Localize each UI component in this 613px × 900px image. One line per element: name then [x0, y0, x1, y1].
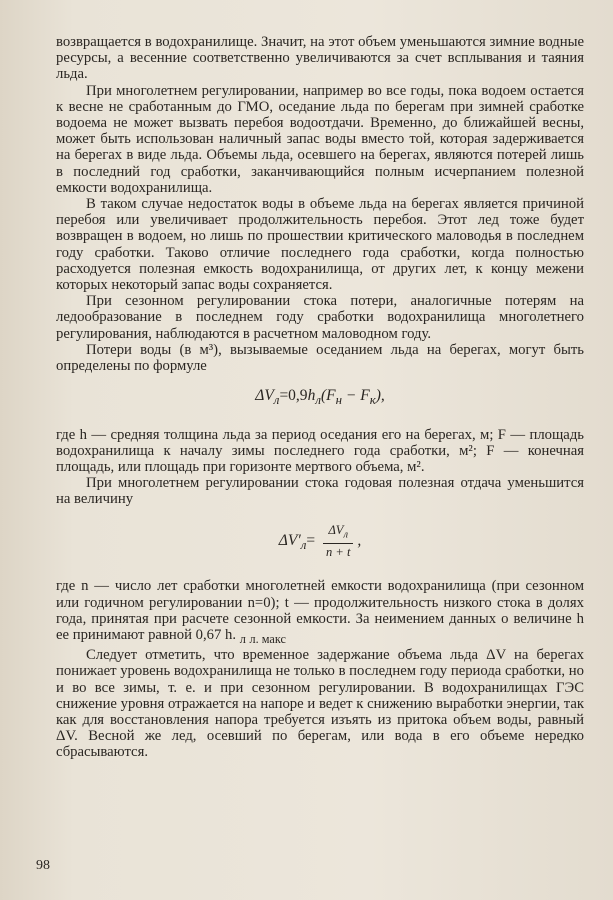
paragraph-2: При многолетнем регулировании, например во все годы, пока водоем остается к весне не сработанным до ГМО, оседание льда по берегам при зимней сработке водоема не может вызвать перебоя водоотдачи. Временно, до ближайшей весны, может быть использован наличный запас воды вместо той, которая задерживается на берегах в виде льда. Объемы льда, осевшего на берегах, являются потерей лишь в последний год сработки, заканчивающийся полным исчерпанием полезной емкости водохранилища.: [56, 82, 584, 196]
paragraph-3: В таком случае недостаток воды в объеме льда на берегах является причиной перебоя или увеличивает продолжительность перебоя. Этот лед тоже будет возвращен в водоем, но лишь по прошествии критического маловодья в последнем году сработки. Таково отличие последнего года сработки, когда полностью расходуется полезная емкость водохранилища, от других лет, к концу межени которых некоторый запас воды сохраняется.: [56, 196, 584, 294]
paragraph-6: При многолетнем регулировании стока годовая полезная отдача уменьшится на величину: [56, 475, 584, 508]
paragraph-7: Следует отметить, что временное задержание объема льда ΔV на берегах понижает уровень водохранилища не только в последнем году периода сработки, но и во все зимы, т. е. и при сезонном регулировании. В водохранилищах ГЭС снижение уровня отражается на напоре и ведет к снижению выработки энергии, так как для восстановления напора требуется изъять из притока объем воды, равный ΔV. Весной же лед, осевший по берегам, или вода в его объеме нередко сбрасываются.: [56, 647, 584, 761]
formula-annual-loss: $\Delta V'_л=$ $\frac{\Delta V_л}{n + t}$ ,: [278, 522, 362, 560]
paragraph-1: возвращается в водохранилище. Значит, на этот объем уменьшаются зимние водные ресурсы, а весенние соответственно увеличиваются за счет всплывания и таяния льда.: [56, 34, 584, 83]
fraction: $\frac{\Delta V_л}{n + t}$: [323, 522, 353, 561]
paragraph-4: При сезонном регулировании стока потери, аналогичные потерям на ледообразование в последнем году сработки водохранилища многолетнего регулирования, наблюдаются в расчетном маловодном году.: [56, 293, 584, 342]
paragraph-5: Потери воды (в м³), вызываемые оседанием льда на берегах, могут быть определены по формуле: [56, 341, 584, 375]
page-number: 98: [36, 858, 50, 873]
where-definitions-2: где n — число лет сработки многолетней емкости водохранилища (при сезонном или годичном регулировании n=0); t — продолжительность низкого стока в долях года, принятая при расчете сезонной емкости. За неимением данных о величине h ее принимают равной 0,67 h. $_л$ $_{л. макс}$: [56, 578, 584, 647]
page-text: [56, 34, 584, 761]
where-definitions-1: где h — средняя толщина льда за период оседания его на берегах, м; F — площадь водохранилища к началу зимы последнего года сработки, м²; F — конечная площадь, или площадь при горизонте мертвого объема, м².: [56, 426, 584, 475]
formula-ice-loss: $\Delta V_л=0,9h_л(F_н - F_к)$,: [255, 387, 385, 408]
